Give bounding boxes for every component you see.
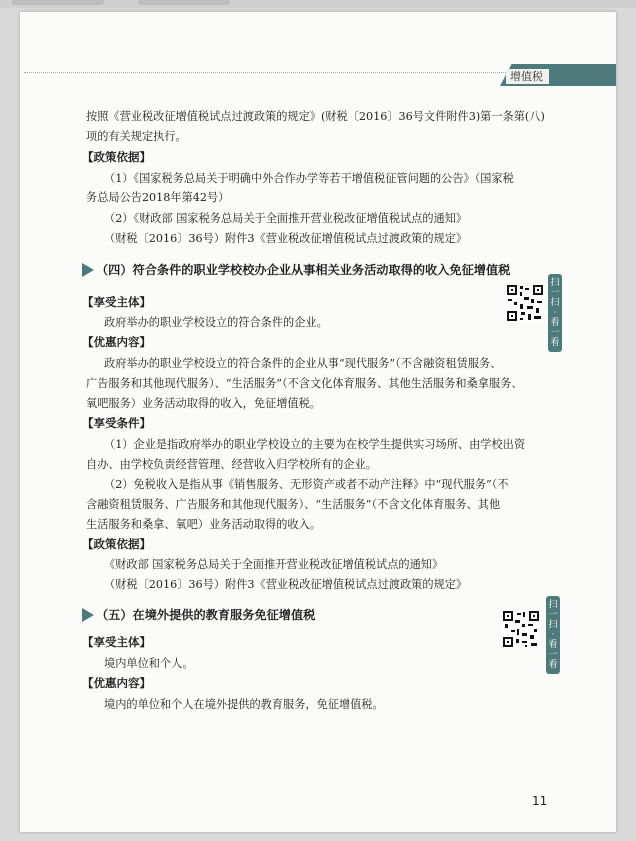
qr-code-icon [502,610,540,648]
section-title-text: （四）符合条件的职业学校校办企业从事相关业务活动取得的收入免征增值税 [96,263,511,277]
benefit-text: 政府举办的职业学校设立的符合条件的企业从事“现代服务”（不含融资租赁服务、 [104,357,502,370]
policy-basis-item: 《财政部 国家税务总局关于全面推开营业税改征增值税试点的通知》 [104,558,444,571]
header-dotted-rule [24,72,520,73]
condition-text: 自办、由学校负责经营管理、经营收入归学校所有的企业。 [86,458,377,471]
scan-side-tab: 扫 一 扫 · 看 一 看 [548,274,562,352]
subject-text: 境内单位和个人。 [104,657,194,670]
condition-heading: 【享受条件】 [82,416,151,430]
page-number: 11 [532,794,548,808]
section-label: 增值税 [506,69,549,84]
scan-side-tab: 扫 一 扫 · 看 一 看 [546,596,560,674]
policy-basis-item: （财税〔2016〕36号）附件3《营业税改征增值税试点过渡政策的规定》 [104,232,468,245]
header-accent-line [520,84,616,86]
policy-basis-heading: 【政策依据】 [82,150,151,164]
intro-line: 项的有关规定执行。 [86,130,187,143]
section-title [82,261,510,278]
policy-basis-heading: 【政策依据】 [82,537,151,551]
subject-heading: 【享受主体】 [82,635,151,649]
benefit-text: 氧吧服务）业务活动取得的收入，免征增值税。 [86,397,321,410]
benefit-heading: 【优惠内容】 [82,335,151,349]
condition-text: 含融资租赁服务、广告服务和其他现代服务）、“生活服务”（不含文化体育服务、其他 [86,498,501,511]
condition-text: （2）免税收入是指从事《销售服务、无形资产或者不动产注释》中“现代服务”（不 [104,478,509,491]
triangle-bullet-icon [82,263,94,277]
condition-text: （1）企业是指政府举办的职业学校设立的主要为在校学生提供实习场所、由学校出资 [104,438,526,451]
document-page [20,12,616,832]
benefit-text: 境内的单位和个人在境外提供的教育服务，免征增值税。 [104,698,384,711]
policy-basis-item: （1）《国家税务总局关于明确中外合作办学等若干增值税征管问题的公告》（国家税 [104,172,514,185]
benefit-text: 广告服务和其他现代服务）、“生活服务”（不含文化体育服务、其他生活服务和桑拿服务、 [86,377,523,390]
viewer-tab[interactable] [138,0,230,5]
policy-basis-item: （2）《财政部 国家税务总局关于全面推开营业税改征增值税试点的通知》 [104,212,468,225]
condition-text: 生活服务和桑拿、氧吧）业务活动取得的收入。 [86,518,321,531]
viewer-top-bar [0,0,636,8]
subject-text: 政府举办的职业学校设立的符合条件的企业。 [104,316,328,329]
policy-basis-item: 务总局公告2018年第42号） [86,191,230,204]
section-title [82,606,315,623]
viewer-tab[interactable] [12,0,104,5]
triangle-bullet-icon [82,608,94,622]
policy-basis-item: （财税〔2016〕36号）附件3《营业税改征增值税试点过渡政策的规定》 [104,578,468,591]
qr-code-icon [506,284,544,322]
section-title-text: （五）在境外提供的教育服务免征增值税 [96,608,316,622]
benefit-heading: 【优惠内容】 [82,676,151,690]
intro-line: 按照《营业税改征增值税试点过渡政策的规定》(财税〔2016〕36号文件附件3)第一条第(八) [86,110,545,123]
subject-heading: 【享受主体】 [82,295,151,309]
